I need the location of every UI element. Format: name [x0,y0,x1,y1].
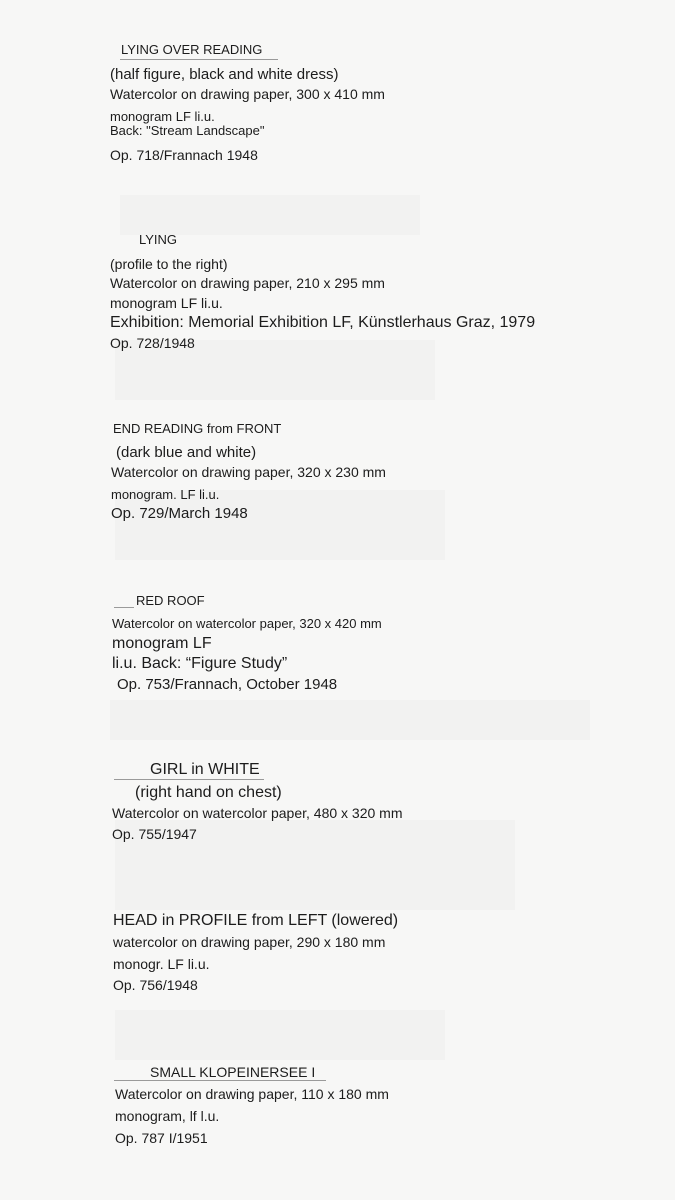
entry-medium: Watercolor on watercolor paper, 320 x 420 mm [112,616,382,631]
show-through-block [120,195,420,235]
entry-medium: Watercolor on drawing paper, 320 x 230 mm [111,464,386,480]
entry-title: GIRL in WHITE [150,761,260,778]
entry-description: (profile to the right) [110,256,228,272]
entry-title: LYING OVER READING [121,42,263,57]
entry-title: LYING [139,232,178,247]
entry-opus: Op. 753/Frannach, October 1948 [117,676,338,693]
entry-medium: Watercolor on drawing paper, 110 x 180 mm [115,1086,389,1102]
entry-monogram: monogram LF li.u. [110,109,215,124]
entry-opus: Op. 728/1948 [110,335,195,351]
entry-opus: Op. 755/1947 [112,826,197,842]
entry-monogram: monogram. LF li.u. [111,487,220,502]
entry-title: RED ROOF [136,593,205,608]
entry-medium: Watercolor on watercolor paper, 480 x 320 mm [112,805,403,821]
entry-monogram: monogram, lf l.u. [115,1108,220,1124]
show-through-block [115,1010,445,1060]
entry-medium: watercolor on drawing paper, 290 x 180 mm [113,934,386,950]
entry-description: (dark blue and white) [116,444,257,461]
entry-medium: Watercolor on drawing paper, 210 x 295 mm [110,275,385,291]
entry-title: HEAD in PROFILE from LEFT (lowered) [113,912,399,929]
entry-opus: Op. 756/1948 [113,977,198,993]
entry-medium: Watercolor on drawing paper, 300 x 410 mm [110,86,385,102]
entry-title: SMALL KLOPEINERSEE I [150,1064,316,1080]
entry-opus: Op. 729/March 1948 [111,505,248,522]
title-underline [114,1080,326,1081]
entry-monogram: monogram LF li.u. [110,295,223,311]
entry-description: (half figure, black and white dress) [110,66,339,83]
entry-monogram: monogr. LF li.u. [113,956,210,972]
entry-opus: Op. 718/Frannach 1948 [110,147,258,163]
entry-description: (right hand on chest) [135,784,282,801]
entry-title: END READING from FRONT [113,421,282,436]
title-underline [120,59,278,60]
entry-back-note: li.u. Back: “Figure Study” [112,655,288,672]
entry-opus: Op. 787 I/1951 [115,1130,208,1146]
show-through-block [110,700,590,740]
entry-exhibition: Exhibition: Memorial Exhibition LF, Künstlerhaus Graz, 1979 [110,314,536,331]
title-underline [114,779,264,780]
title-underline [114,607,134,608]
entry-back-note: Back: "Stream Landscape" [110,123,265,138]
entry-monogram: monogram LF [112,635,212,652]
